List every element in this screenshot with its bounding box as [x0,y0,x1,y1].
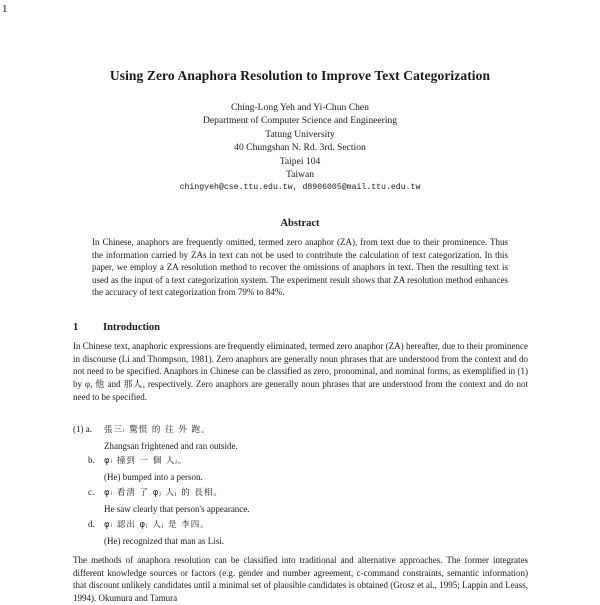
paper-title: Using Zero Anaphora Resolution to Improve Text Categorization [109,68,491,83]
example-1c [88,486,250,515]
example-gloss: (He) recognized that man as Lisi. [104,536,224,546]
author-block [0,101,600,195]
affiliation-city: Taipei 104 [279,155,321,167]
example-1b [88,454,203,483]
example-chinese: φᵢ 認出 φⱼ 人ⱼ 是 李四。 [104,520,210,530]
section-title: Introduction [103,322,160,333]
section-number: 1 [73,322,79,333]
example-1a [73,423,238,452]
example-gloss: Zhangsan frightened and ran outside. [104,441,238,451]
abstract-text: In Chinese, anaphors are frequently omitted, termed zero anaphor (ZA), from text due to their prominence. Thus the information carried by ZAs in text can not be used to contribute the calculation of text categorization. In this paper, we employ a ZA resolution method to recover the omissions of anaphors in text. Then the resulting text is used as the input of a text categorization system. The experiment result shows that ZA resolution method enhances the accuracy of text categorization from 79% to 84%. [92,237,508,298]
example-label: d. [88,519,95,529]
author-names: Ching-Long Yeh and Yi-Chun Chen [231,102,369,113]
affiliation-country: Taiwan [285,169,315,181]
example-chinese: φᵢ 看清 了 φⱼ 人ⱼ 的 長相。 [104,488,223,498]
page-edge-mark: 1 [2,3,8,15]
example-gloss: He saw clearly that person's appearance. [104,504,250,514]
affiliation-department: Department of Computer Science and Engineering [202,115,398,127]
author-emails: chingyeh@cse.ttu.edu.tw, d8906005@mail.ttu.edu.tw [179,183,421,193]
section-heading [73,322,160,333]
example-1d [88,518,224,547]
example-chinese: 張三ᵢ 驚慌 的 往 外 跑。 [104,425,211,435]
example-label: b. [88,455,95,465]
example-label: c. [88,487,95,497]
continuation-text: The methods of anaphora resolution can be classified into traditional and alternative approaches. The former integrates different knowledge sources or factors (e.g. gender and number agreement, c-command constraints, semantic information) that discount unlikely candidates until a minimal set of plausible candidates is obtained (Grosz et al., 1995; Lappin and Leass, 1994). Okumura and Tamura [73,555,528,604]
example-chinese: φᵢ 撞到 一 個 人ⱼ。 [104,456,188,466]
introduction-text: In Chinese text, anaphoric expressions are frequently eliminated, termed zero anaphor (ZA) hereafter, due to their prominence in discourse (Li and Thompson, 1981). Zero anaphors are generally noun phrases that are understood from the context and do not need to be specified. Anaphors in Chinese can be classified as zero, pronominal, and nominal forms, as exemplified in (1) by φ, 他 and 那人, respectively. Zero anaphors are generally noun phrases that are understood from the context and do not need to be specified. [73,341,528,402]
example-label: (1) a. [73,424,92,434]
abstract-heading: Abstract [280,218,320,229]
affiliation-address: 40 Chungshan N. Rd. 3rd. Section [234,142,366,154]
affiliation-university: Tatung University [265,128,335,140]
example-gloss: (He) bumped into a person. [104,472,203,482]
